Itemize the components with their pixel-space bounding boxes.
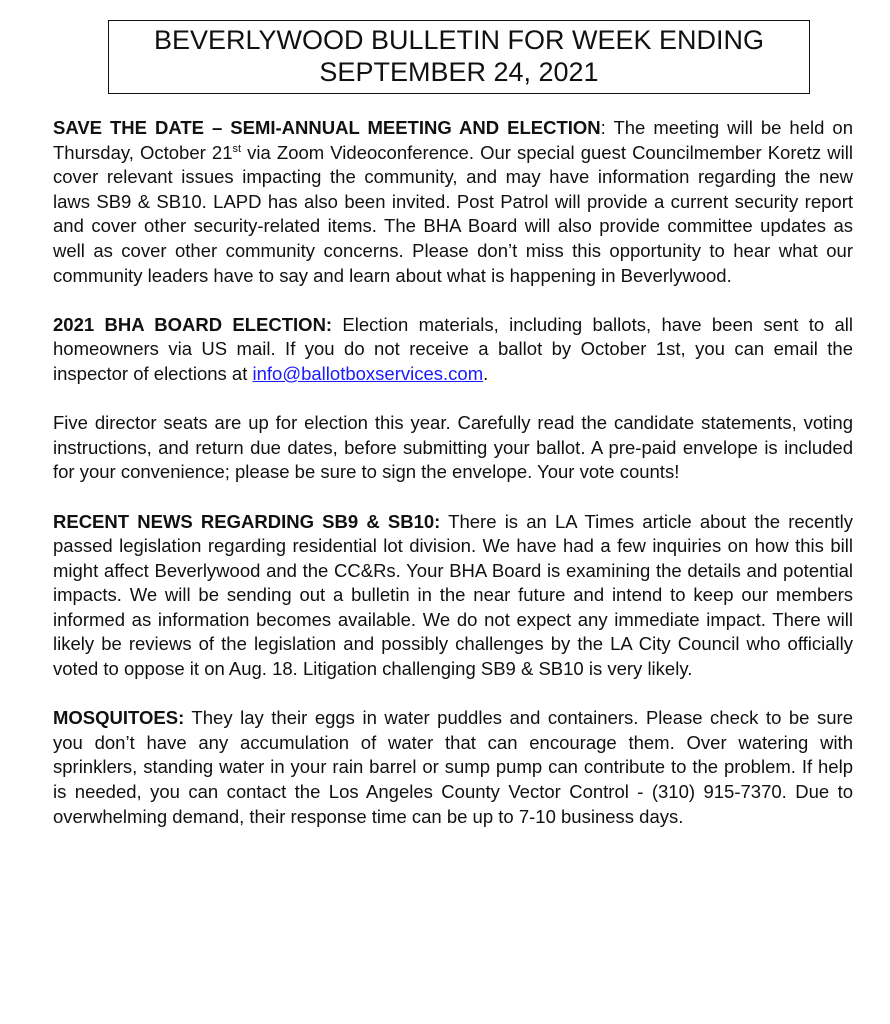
- mosquitoes-paragraph: [53, 706, 853, 829]
- meeting-date-suffix: st: [232, 142, 242, 155]
- election-text-end: .: [483, 362, 489, 384]
- news-paragraph: [53, 510, 853, 682]
- mosquitoes-heading: MOSQUITOES:: [53, 707, 185, 729]
- meeting-text-continued: via Zoom Videoconference. Our special guest Councilmember Koretz will cover relevant issues impacting the community, and may have information regarding the new laws SB9 & SB10. LAPD has also been invited. Post Patrol will provide a current security report and cover other security-related items. The BHA Board will also provide committee updates as well as cover other community concerns. Please don’t miss this opportunity to hear what our community leaders have to say and learn about what is happening in Beverlywood.: [53, 141, 853, 286]
- meeting-paragraph: [53, 116, 853, 288]
- bulletin-body: [53, 116, 853, 829]
- news-heading: RECENT NEWS REGARDING SB9 & SB10:: [53, 510, 441, 532]
- seats-paragraph: [53, 411, 853, 485]
- mosquitoes-text: They lay their eggs in water puddles and containers. Please check to be sure you don’t have any accumulation of water that can encourage them. Over watering with sprinklers, standing water in your rain barrel or sump pump can contribute to the problem. If help is needed, you can contact the Los Angeles County Vector Control - (310) 915-7370. Due to overwhelming demand, their response time can be up to 7-10 business days.: [53, 707, 853, 827]
- inspector-email-link[interactable]: info@ballotboxservices.com: [252, 362, 484, 384]
- election-heading: 2021 BHA BOARD ELECTION:: [53, 313, 333, 335]
- bulletin-title-line-2: SEPTEMBER 24, 2021: [319, 57, 599, 87]
- election-paragraph: [53, 313, 853, 387]
- bulletin-title-box: [108, 20, 810, 94]
- news-text: There is an LA Times article about the recently passed legislation regarding residential lot division. We have had a few inquiries on how this bill might affect Beverlywood and the CC&Rs. Your BHA Board is examining the details and potential impacts. We will be sending out a bulletin in the near future and intend to keep our members informed as information becomes available. We do not expect any immediate impact. There will likely be reviews of the legislation and possibly challenges by the LA City Council who officially voted to oppose it on Aug. 18. Litigation challenging SB9 & SB10 is very likely.: [53, 510, 853, 680]
- bulletin-title-line-1: BEVERLYWOOD BULLETIN FOR WEEK ENDING: [153, 25, 765, 55]
- seats-text: Five director seats are up for election this year. Carefully read the candidate statements, voting instructions, and return due dates, before submitting your ballot. A pre-paid envelope is included for your convenience; please be sure to sign the envelope. Your vote counts!: [53, 412, 853, 483]
- meeting-heading: SAVE THE DATE – SEMI-ANNUAL MEETING AND ELECTION: [53, 117, 601, 138]
- election-text: Election materials, including ballots, have been sent to all homeowners via US mail. If you do not receive a ballot by October 1st, you can email the inspector of elections at: [53, 313, 853, 384]
- meeting-text: : The meeting will be held on Thursday, October 21: [53, 117, 853, 163]
